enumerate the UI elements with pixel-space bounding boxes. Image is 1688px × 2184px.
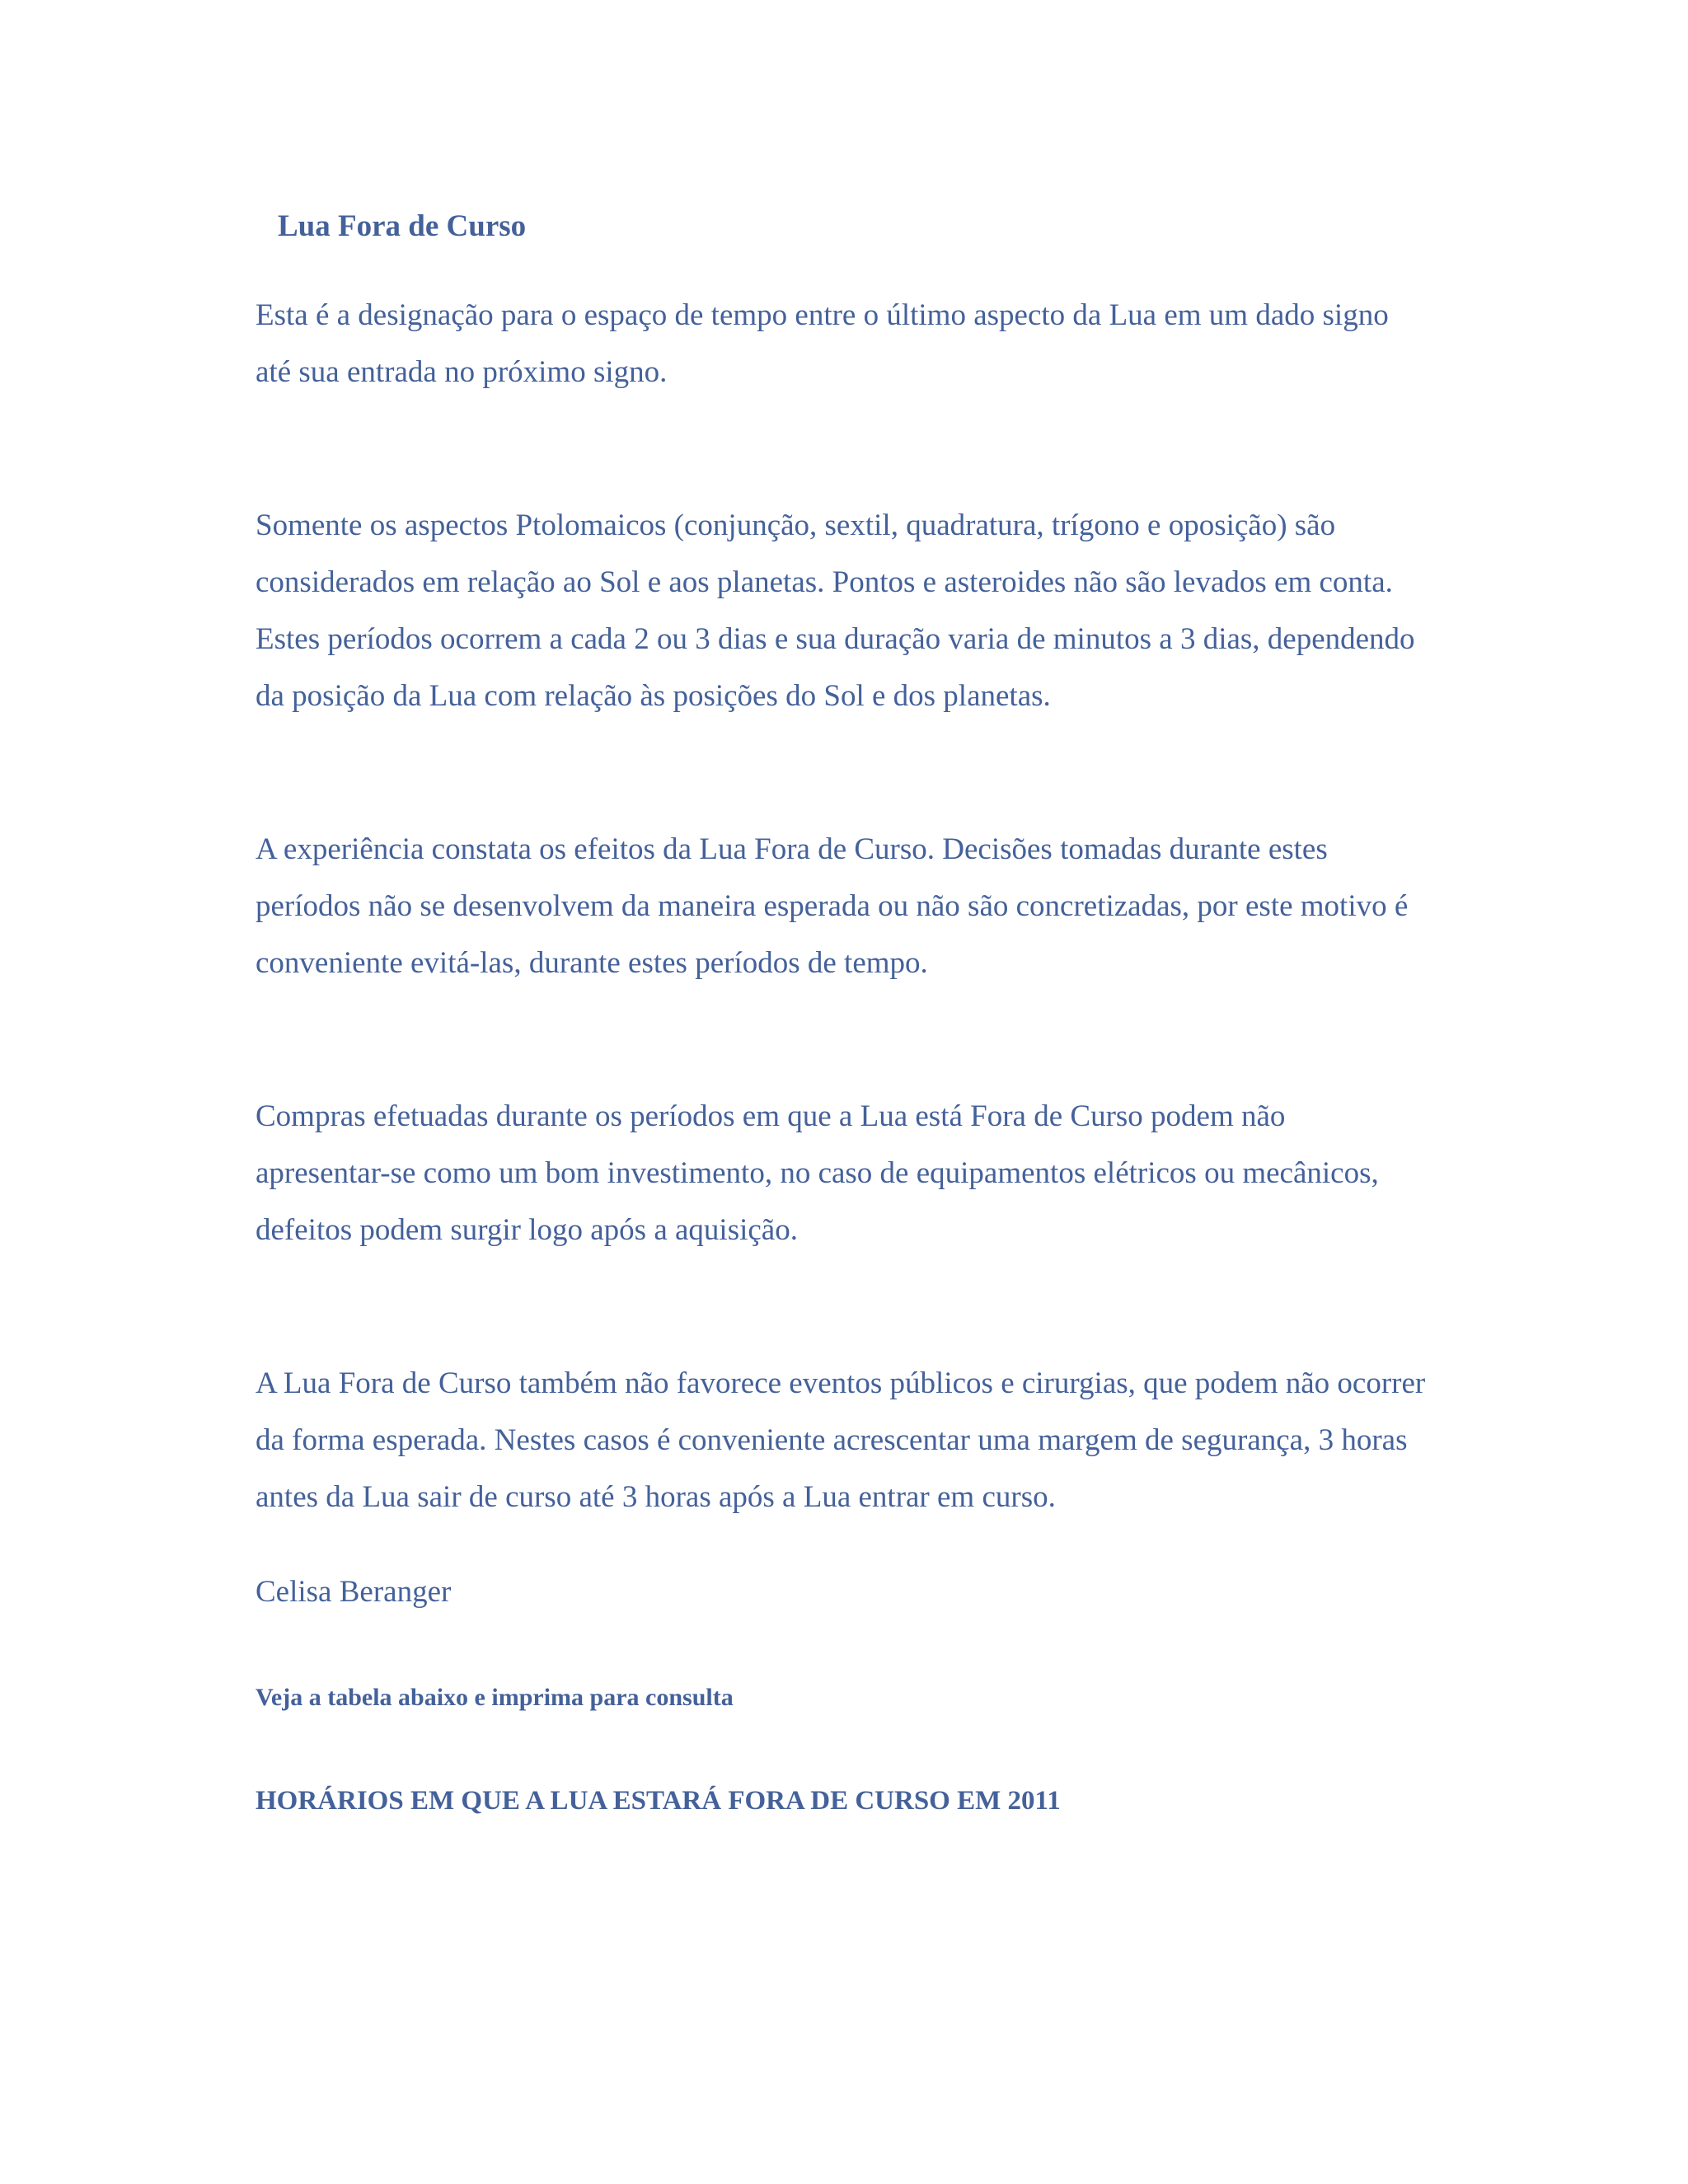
paragraph-events: A Lua Fora de Curso também não favorece eventos públicos e cirurgias, que podem não ocorrer da forma esperada. Nestes casos é conveniente acrescentar uma margem de segurança, 3 horas antes da Lua sair de curso até 3 horas após a Lua entrar em curso. [256,1366,1426,1514]
table-note: Veja a tabela abaixo e imprima para consulta [256,1684,734,1711]
document-title: Lua Fora de Curso [278,209,527,243]
document-body [256,194,1426,1819]
paragraph-aspects: Somente os aspectos Ptolomaicos (conjunção, sextil, quadratura, trígono e oposição) são considerados em relação ao Sol e aos planetas. Pontos e asteroides não são levados em conta. [256,509,1393,599]
paragraph-experience: A experiência constata os efeitos da Lua Fora de Curso. Decisões tomadas durante estes períodos não se desenvolvem da maneira esperada ou não são concretizadas, por este motivo é conveniente evitá-las, durante estes períodos de tempo. [256,832,1409,980]
table-heading: HORÁRIOS EM QUE A LUA ESTARÁ FORA DE CURSO EM 2011 [256,1786,1061,1816]
paragraph-definition: Esta é a designação para o espaço de tempo entre o último aspecto da Lua em um dado signo até sua entrada no próximo signo. [256,298,1389,389]
paragraph-purchases: Compras efetuadas durante os períodos em que a Lua está Fora de Curso podem não apresentar-se como um bom investimento, no caso de equipamentos elétricos ou mecânicos, defeitos podem surgir logo após a aquisição. [256,1099,1379,1247]
author-name: Celisa Beranger [256,1575,452,1609]
paragraph-periods: Estes períodos ocorrem a cada 2 ou 3 dias e sua duração varia de minutos a 3 dias, dependendo da posição da Lua com relação às posições do Sol e dos planetas. [256,622,1415,713]
